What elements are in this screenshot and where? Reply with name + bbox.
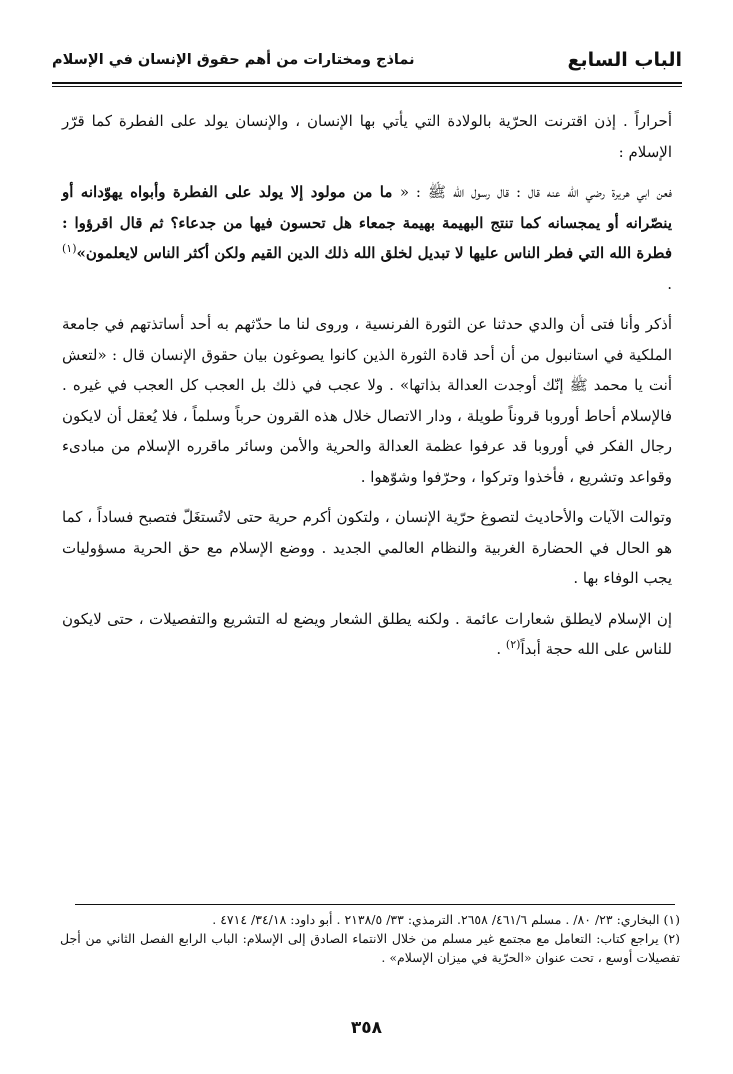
paragraph-5-end: . [496, 640, 506, 658]
paragraph-2 [62, 177, 672, 299]
paragraph-1: أحراراً . إذن اقترنت الحرّية بالولادة التي يأتي بها الإنسان ، والإنسان يولد على الفطرة كما قرّر الإسلام : [62, 112, 672, 161]
paragraph-3: أذكر وأنا فتى أن والدي حدثنا عن الثورة الفرنسية ، وروى لنا ما حدّثهم به أحد أساتذتهم في جامعة الملكية في استانبول من أن أحد قادة الثورة الذين كانوا يصوغون بيان حقوق الإنسان قال : «لتعش أنت يا محمد ﷺ إنّك أوجدت العدالة بذاتها» . ولا عجب في ذلك بل العجب كل العجب في غيره . فالإسلام أحاط أوروبا قروناً طويلة ، ودار الاتصال خلال هذه القرون حرباً وسلماً ، فلا يُعقل أن لايكون رجال الفكر في أوروبا قد عرفوا عظمة العدالة والحرية والأمن وسائر ماقرره الإسلام من مبادىء وقواعد وتشريع ، فأخذوا وتركوا ، وحرّفوا وشوّهوا . [62, 315, 672, 486]
running-header [52, 40, 682, 80]
hadith-quote: ما من مولود إلا يولد على الفطرة وأبواه يهوّدانه أو ينصّرانه أو يمجسانه كما تنتج البهيمة بهيمة جمعاء هل تحسون فيها من جدعاء؟ ثم قال اقرؤوا : فطرة الله التي فطر الناس عليها لا تبديل لخلق الله ذلك الدين القيم ولكن أكثر الناس لايعلمون» [62, 183, 672, 262]
footnote-separator [75, 904, 675, 905]
paragraph-2-end: . [667, 274, 672, 293]
header-subtitle: نماذج ومختارات من أهم حقوق الإنسان في الإسلام [52, 52, 415, 68]
paragraph-4: وتوالت الآيات والأحاديث لتصوغ حرّية الإنسان ، ولتكون أكرم حرية حتى لاتُستغَلّ فتصبح فساداً ، كما هو الحال في الحضارة الغربية والنظام العالمي الجديد . ووضع الإسلام مع حق الحرية مسؤوليات يجب الوفاء بها . [62, 508, 672, 587]
paragraph-5 [62, 604, 672, 665]
page-number: ٣٥٨ [350, 1018, 383, 1038]
header-rule-thin [52, 86, 682, 87]
chapter-title: الباب السابع [567, 49, 682, 71]
footnote-1: (١) البخاري: ٢٣/ ٨٠/ . مسلم ٤٦١/٦/ ٢٦٥٨. الترمذي: ٣٣/ ٢١٣٨/٥ . أبو داود: ٣٤/١٨/ ٤٧١٤ . [212, 912, 680, 927]
paragraph-5-text: إن الإسلام لايطلق شعارات عائمة . ولكنه يطلق الشعار ويضع له التشريع والتفصيلات ، حتى لايكون للناس على الله حجة أبداً [62, 609, 672, 658]
footnote-ref-2: (٢) [505, 638, 521, 651]
footnote-2: (٢) يراجع كتاب: التعامل مع مجتمع غير مسلم من خلال الانتماء الصادق إلى الإسلام: الباب الرابع الفصل الثاني من أجل تفصيلات أوسع ، تحت عنوان «الحرّية في ميزان الإسلام» . [60, 931, 680, 965]
body-text [62, 106, 672, 675]
header-rule [52, 82, 682, 84]
hadith-intro: فعن ابي هريرة رضي الله عنه قال : قال رسول الله ﷺ : « [399, 183, 673, 201]
footnotes [60, 910, 680, 967]
footnote-ref-1: (١) [62, 242, 77, 255]
